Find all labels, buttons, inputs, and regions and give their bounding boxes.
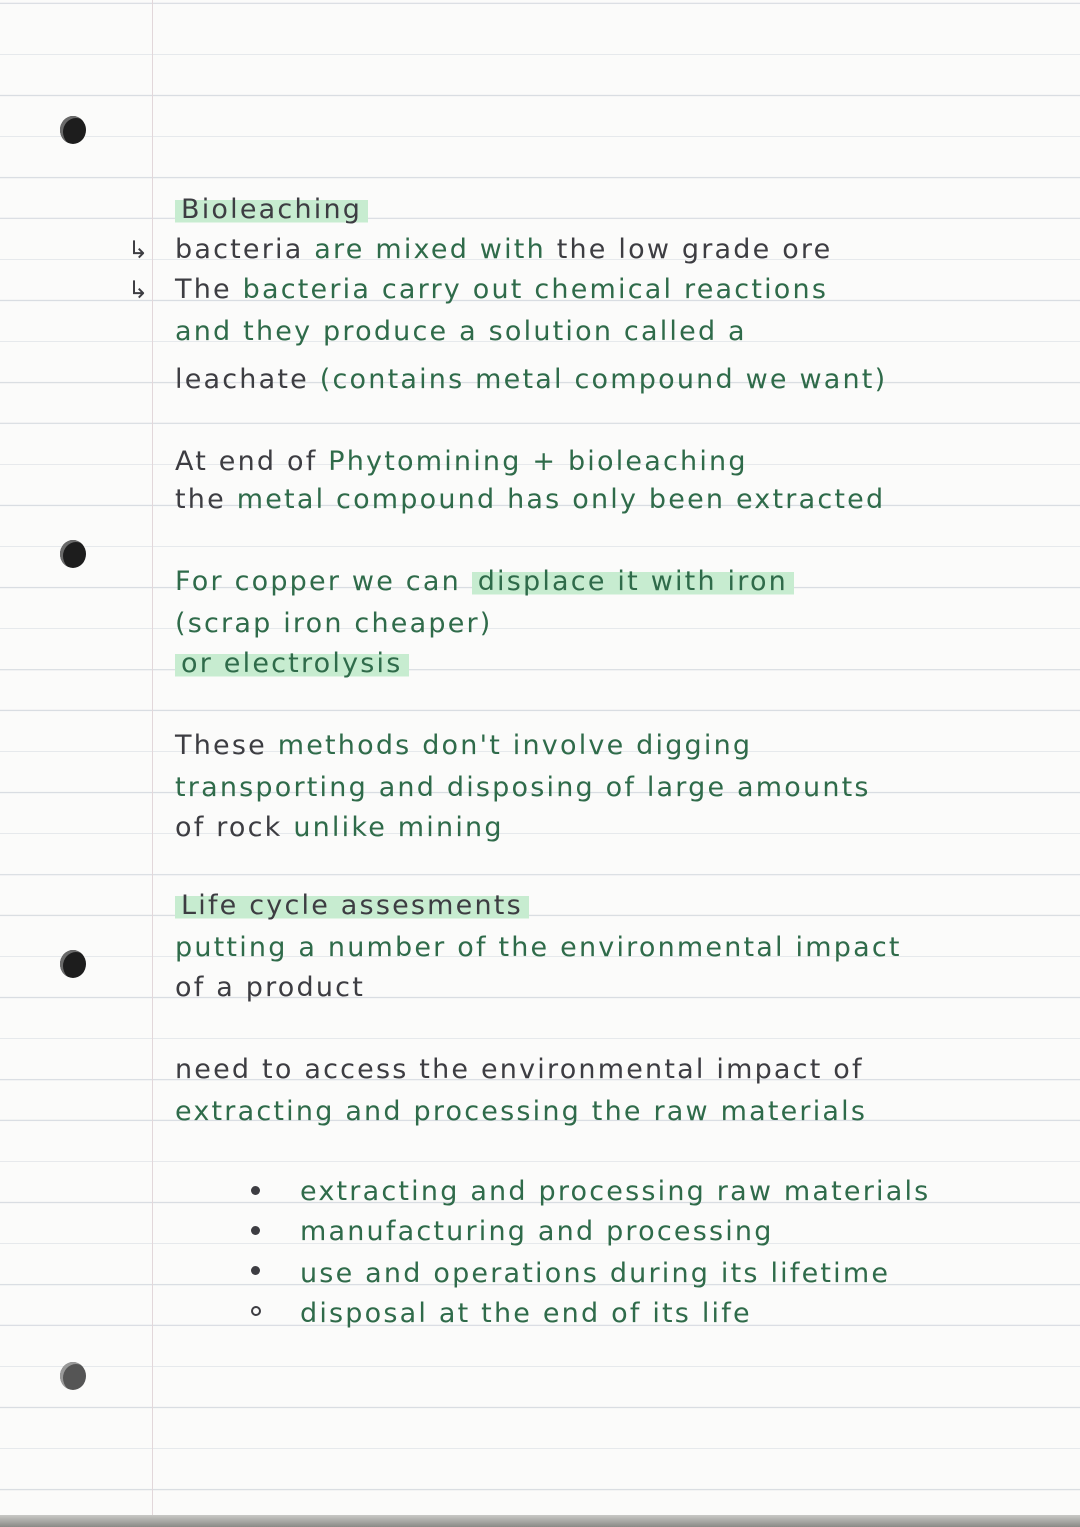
stage-item: extracting and processing raw materials	[300, 1176, 931, 1207]
copper-line-1: For copper we can displace it with iron	[175, 564, 794, 600]
margin-line	[152, 0, 153, 1527]
methods-line-1: These methods don't involve digging	[175, 730, 753, 761]
stage-item: manufacturing and processing	[300, 1216, 774, 1247]
lca-heading: Life cycle assesments	[175, 888, 529, 924]
methods-line-2: transporting and disposing of large amounts	[175, 772, 871, 803]
arrow-icon: ↳	[128, 276, 149, 304]
bullet-icon	[251, 1186, 260, 1195]
need-line-1: need to access the environmental impact of	[175, 1054, 864, 1085]
end-of-line-1: At end of Phytomining + bioleaching	[175, 446, 748, 477]
lca-line-2: of a product	[175, 972, 365, 1003]
end-of-line-2: the metal compound has only been extracted	[175, 484, 886, 515]
methods-line-3: of rock unlike mining	[175, 812, 504, 843]
need-line-2: extracting and processing the raw materials	[175, 1096, 868, 1127]
lca-line-1: putting a number of the environmental impact	[175, 932, 902, 963]
bioleaching-line-2: The bacteria carry out chemical reactions	[175, 274, 829, 305]
bioleaching-line-1: bacteria are mixed with the low grade ore	[175, 234, 833, 265]
punch-hole	[60, 1362, 86, 1390]
punch-hole	[60, 540, 86, 568]
bullet-icon	[251, 1226, 260, 1235]
stage-item: use and operations during its lifetime	[300, 1258, 891, 1289]
punch-hole	[60, 116, 86, 144]
copper-line-3: or electrolysis	[175, 646, 409, 682]
bioleaching-heading: Bioleaching	[175, 192, 368, 228]
arrow-icon: ↳	[128, 236, 149, 264]
copper-line-2: (scrap iron cheaper)	[175, 608, 493, 639]
bioleaching-line-3: and they produce a solution called a	[175, 316, 747, 347]
stage-item: disposal at the end of its life	[300, 1298, 752, 1329]
bioleaching-line-4: leachate (contains metal compound we want)	[175, 364, 888, 395]
bullet-icon	[251, 1266, 260, 1275]
punch-hole	[60, 950, 86, 978]
bullet-icon	[251, 1306, 261, 1316]
page-bottom-edge	[0, 1515, 1080, 1527]
